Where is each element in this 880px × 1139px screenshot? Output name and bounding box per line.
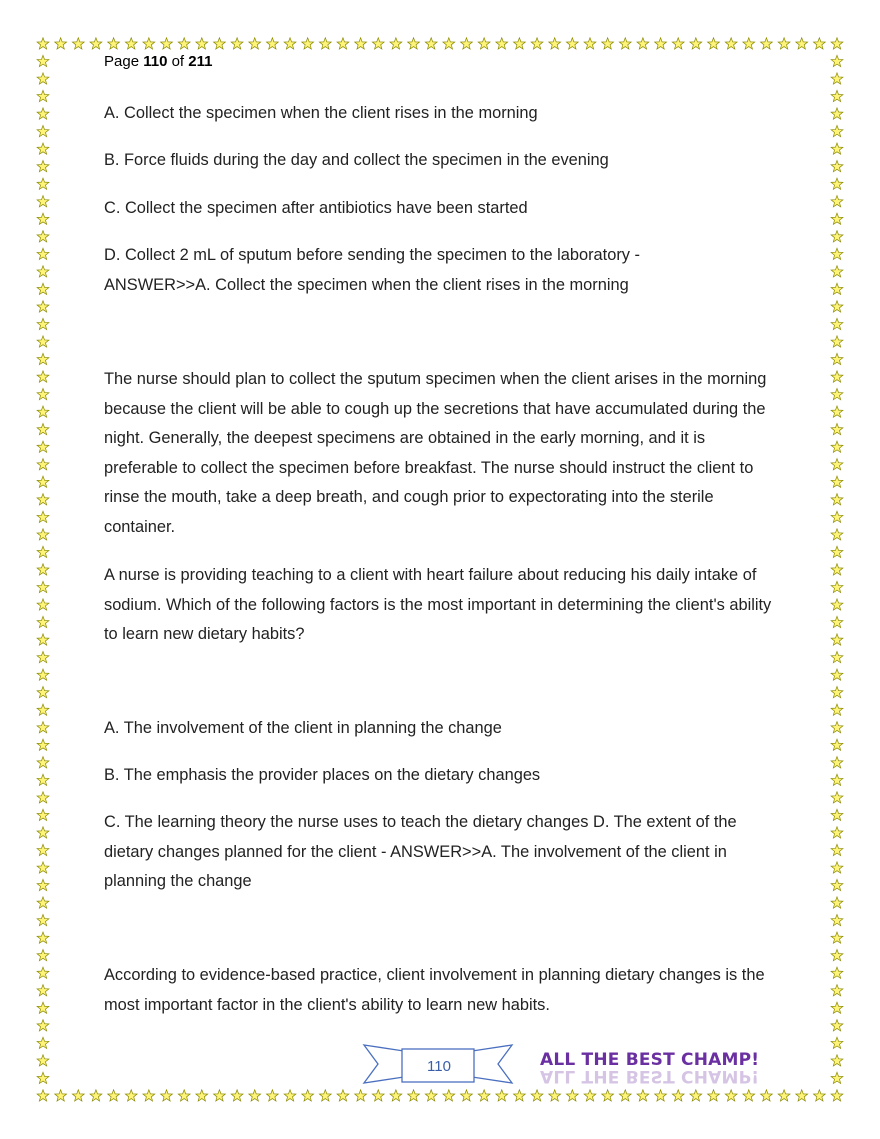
page-of: of <box>171 53 185 70</box>
star-icon <box>831 424 843 435</box>
star-icon <box>655 38 667 49</box>
star-icon <box>37 108 49 119</box>
star-icon <box>496 1090 508 1101</box>
star-icon <box>514 1090 526 1101</box>
star-icon <box>831 687 843 698</box>
star-icon <box>514 38 526 49</box>
star-icon <box>37 90 49 101</box>
star-icon <box>337 1090 349 1101</box>
star-icon <box>37 546 49 557</box>
star-icon <box>831 809 843 820</box>
star-icon <box>37 73 49 84</box>
star-icon <box>37 231 49 242</box>
star-icon <box>37 301 49 312</box>
star-icon <box>37 616 49 627</box>
star-icon <box>390 38 402 49</box>
option-a2-paragraph: A. The involvement of the client in planning the change <box>104 719 502 737</box>
page-header <box>104 53 212 70</box>
option-b2-paragraph: B. The emphasis the provider places on the dietary changes <box>104 766 541 784</box>
star-icon <box>37 687 49 698</box>
star-icon <box>690 1090 702 1101</box>
star-icon <box>831 651 843 662</box>
star-icon <box>831 318 843 329</box>
page-prefix: Page <box>104 53 140 70</box>
footer-page-number: 110 <box>427 1058 451 1075</box>
star-icon <box>37 985 49 996</box>
star-icon <box>408 1090 420 1101</box>
star-icon <box>37 862 49 873</box>
star-icon <box>831 213 843 224</box>
star-icon <box>37 879 49 890</box>
star-icon <box>708 38 720 49</box>
star-icon <box>743 1090 755 1101</box>
star-icon <box>37 529 49 540</box>
star-icon <box>831 1072 843 1083</box>
star-icon <box>796 38 808 49</box>
star-icon <box>37 950 49 961</box>
option-a-paragraph: A. Collect the specimen when the client rises in the morning <box>104 104 538 122</box>
star-icon <box>72 38 84 49</box>
star-icon <box>37 704 49 715</box>
star-icon <box>655 1090 667 1101</box>
star-icon <box>831 336 843 347</box>
star-icon <box>672 38 684 49</box>
star-icon <box>37 494 49 505</box>
star-icon <box>408 38 420 49</box>
star-icon <box>337 38 349 49</box>
star-icon <box>72 1090 84 1101</box>
star-icon <box>37 441 49 452</box>
star-icon <box>831 704 843 715</box>
star-icon <box>37 55 49 66</box>
star-icon <box>37 1002 49 1013</box>
star-icon <box>549 1090 561 1101</box>
star-icon <box>831 143 843 154</box>
star-icon <box>831 1090 843 1101</box>
star-icon <box>37 634 49 645</box>
star-icon <box>584 38 596 49</box>
star-icon <box>55 1090 67 1101</box>
star-icon <box>37 196 49 207</box>
star-icon <box>831 90 843 101</box>
star-icon <box>778 1090 790 1101</box>
star-icon <box>37 388 49 399</box>
star-icon <box>37 792 49 803</box>
star-icon <box>831 757 843 768</box>
star-icon <box>214 38 226 49</box>
star-icon <box>831 862 843 873</box>
star-icon <box>178 1090 190 1101</box>
star-icon <box>266 38 278 49</box>
star-icon <box>425 38 437 49</box>
star-icon <box>831 1055 843 1066</box>
star-icon <box>478 1090 490 1101</box>
star-icon <box>831 38 843 49</box>
star-icon <box>831 914 843 925</box>
star-icon <box>831 1002 843 1013</box>
star-icon <box>602 38 614 49</box>
star-icon <box>831 616 843 627</box>
slogan-text: ALL THE BEST CHAMP! <box>540 1050 760 1070</box>
star-icon <box>284 1090 296 1101</box>
star-icon <box>37 564 49 575</box>
star-icon <box>831 108 843 119</box>
star-icon <box>37 1020 49 1031</box>
star-icon <box>302 1090 314 1101</box>
star-icon <box>708 1090 720 1101</box>
star-icon <box>831 599 843 610</box>
star-icon <box>37 213 49 224</box>
star-icon <box>249 1090 261 1101</box>
star-icon <box>37 371 49 382</box>
star-icon <box>37 248 49 259</box>
star-icon <box>37 914 49 925</box>
star-icon <box>37 722 49 733</box>
star-icon <box>461 38 473 49</box>
star-icon <box>231 38 243 49</box>
star-icon <box>831 248 843 259</box>
star-icon <box>372 38 384 49</box>
star-icon <box>249 38 261 49</box>
star-icon <box>619 1090 631 1101</box>
star-icon <box>831 231 843 242</box>
star-icon <box>425 1090 437 1101</box>
page-total: 211 <box>188 53 213 70</box>
star-icon <box>831 985 843 996</box>
star-icon <box>37 511 49 522</box>
star-icon <box>743 38 755 49</box>
star-icon <box>831 967 843 978</box>
star-icon <box>231 1090 243 1101</box>
star-icon <box>831 353 843 364</box>
star-icon <box>37 757 49 768</box>
rationale-paragraph: The nurse should plan to collect the sputum specimen when the client arises in the morning because the client will be able to cough up the secretions that have accumulated during the night. Generally, the deepest specimens are obtained in the early morning, and it is preferable to collect the specimen before breakfast. The nurse should instruct the client to rinse the mouth, take a deep breath, and cough prior to expectorating into the sterile container. <box>104 370 767 536</box>
star-icon <box>566 38 578 49</box>
star-icon <box>37 143 49 154</box>
star-icon <box>37 318 49 329</box>
star-icon <box>55 38 67 49</box>
star-icon <box>831 1037 843 1048</box>
star-icon <box>461 1090 473 1101</box>
star-icon <box>37 897 49 908</box>
star-icon <box>37 1090 49 1101</box>
star-icon <box>37 424 49 435</box>
star-icon <box>266 1090 278 1101</box>
star-icon <box>143 38 155 49</box>
star-icon <box>37 932 49 943</box>
star-icon <box>37 459 49 470</box>
star-icon <box>37 161 49 172</box>
star-icon <box>37 476 49 487</box>
star-icon <box>813 1090 825 1101</box>
page-number: 110 <box>143 53 168 70</box>
star-icon <box>90 38 102 49</box>
option-d-answer-paragraph: D. Collect 2 mL of sputum before sending the specimen to the laboratory - ANSWER>>A. Collect the specimen when the client rises in the morning <box>104 246 641 294</box>
star-icon <box>37 669 49 680</box>
star-icon <box>831 950 843 961</box>
star-icon <box>566 1090 578 1101</box>
star-icon <box>443 1090 455 1101</box>
star-icon <box>196 1090 208 1101</box>
star-icon <box>108 38 120 49</box>
star-icon <box>37 1037 49 1048</box>
star-icon <box>831 283 843 294</box>
star-icon <box>37 336 49 347</box>
star-icon <box>831 301 843 312</box>
star-icon <box>831 1020 843 1031</box>
star-icon <box>778 38 790 49</box>
option-cd-answer-paragraph: C. The learning theory the nurse uses to teach the dietary changes D. The extent of the dietary changes planned for the client - ANSWER>>A. The involvement of the client in planning the change <box>104 813 737 890</box>
star-icon <box>637 38 649 49</box>
star-icon <box>831 55 843 66</box>
option-b-paragraph: B. Force fluids during the day and collect the specimen in the evening <box>104 151 609 169</box>
star-icon <box>284 38 296 49</box>
star-icon <box>690 38 702 49</box>
star-icon <box>143 1090 155 1101</box>
star-icon <box>831 669 843 680</box>
star-icon <box>831 932 843 943</box>
star-icon <box>813 38 825 49</box>
star-icon <box>831 266 843 277</box>
star-icon <box>37 353 49 364</box>
star-icon <box>125 38 137 49</box>
star-icon <box>161 38 173 49</box>
star-icon <box>831 388 843 399</box>
star-icon <box>831 441 843 452</box>
star-icon <box>725 38 737 49</box>
star-icon <box>831 529 843 540</box>
star-icon <box>319 38 331 49</box>
star-icon <box>355 1090 367 1101</box>
star-icon <box>831 564 843 575</box>
star-icon <box>390 1090 402 1101</box>
star-icon <box>37 774 49 785</box>
star-icon <box>319 1090 331 1101</box>
star-icon <box>37 599 49 610</box>
star-icon <box>831 476 843 487</box>
star-icon <box>831 844 843 855</box>
star-icon <box>619 38 631 49</box>
star-icon <box>531 1090 543 1101</box>
star-icon <box>831 196 843 207</box>
star-icon <box>214 1090 226 1101</box>
star-icon <box>831 371 843 382</box>
star-icon <box>37 809 49 820</box>
star-icon <box>831 792 843 803</box>
star-icon <box>125 1090 137 1101</box>
star-icon <box>761 1090 773 1101</box>
star-icon <box>37 266 49 277</box>
star-icon <box>796 1090 808 1101</box>
star-icon <box>372 1090 384 1101</box>
star-icon <box>443 38 455 49</box>
star-icon <box>478 38 490 49</box>
star-icon <box>831 406 843 417</box>
star-icon <box>831 459 843 470</box>
star-icon <box>37 844 49 855</box>
star-icon <box>831 494 843 505</box>
star-icon <box>831 739 843 750</box>
star-icon <box>831 634 843 645</box>
star-icon <box>37 967 49 978</box>
star-icon <box>761 38 773 49</box>
star-icon <box>831 897 843 908</box>
star-icon <box>37 739 49 750</box>
star-icon <box>302 38 314 49</box>
rationale2-paragraph: According to evidence-based practice, client involvement in planning dietary changes is the most important factor in the client's ability to learn new habits. <box>104 966 765 1014</box>
star-icon <box>531 38 543 49</box>
star-icon <box>37 178 49 189</box>
star-icon <box>831 879 843 890</box>
star-icon <box>196 38 208 49</box>
star-icon <box>549 38 561 49</box>
star-icon <box>602 1090 614 1101</box>
star-icon <box>831 827 843 838</box>
star-icon <box>831 178 843 189</box>
star-icon <box>831 125 843 136</box>
star-icon <box>831 546 843 557</box>
star-icon <box>831 722 843 733</box>
star-icon <box>178 38 190 49</box>
star-icon <box>637 1090 649 1101</box>
star-icon <box>37 1055 49 1066</box>
star-icon <box>831 581 843 592</box>
star-icon <box>37 651 49 662</box>
option-c-paragraph: C. Collect the specimen after antibiotics have been started <box>104 199 528 217</box>
star-icon <box>725 1090 737 1101</box>
star-icon <box>355 38 367 49</box>
slogan-reflection: ALL THE BEST CHAMP! <box>540 1066 760 1086</box>
question-paragraph: A nurse is providing teaching to a client with heart failure about reducing his daily intake of sodium. Which of the following factors is the most important in determining the client's ability to learn new dietary habits? <box>104 566 772 643</box>
star-icon <box>37 827 49 838</box>
star-icon <box>831 161 843 172</box>
star-icon <box>37 406 49 417</box>
star-icon <box>831 73 843 84</box>
star-icon <box>108 1090 120 1101</box>
star-icon <box>37 581 49 592</box>
star-icon <box>584 1090 596 1101</box>
star-icon <box>37 38 49 49</box>
star-icon <box>831 774 843 785</box>
star-icon <box>831 511 843 522</box>
star-icon <box>37 125 49 136</box>
star-icon <box>90 1090 102 1101</box>
star-icon <box>161 1090 173 1101</box>
star-icon <box>496 38 508 49</box>
star-icon <box>37 283 49 294</box>
star-icon <box>37 1072 49 1083</box>
star-icon <box>672 1090 684 1101</box>
